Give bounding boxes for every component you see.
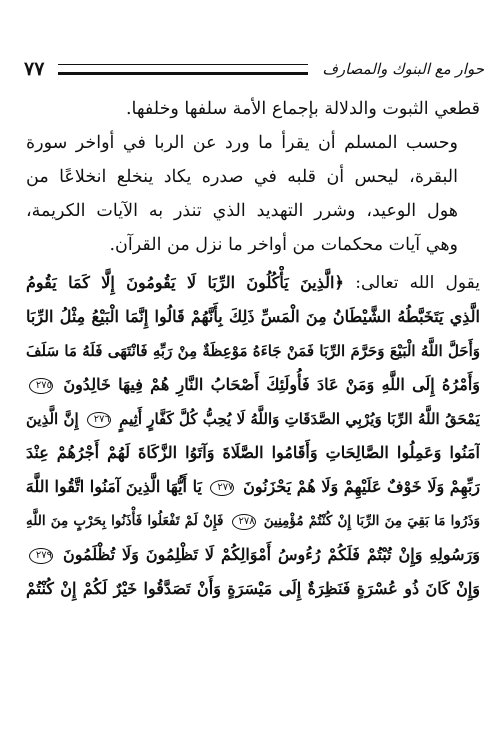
verse-number-marker: ٢٧٦ (87, 412, 111, 428)
paragraph-1 (26, 92, 480, 126)
quran-line (26, 538, 480, 572)
verse-text: وَإِنْ كَانَ ذُو عُسْرَةٍ فَنَظِرَةٌ إِلَى مَيْسَرَةٍ وَأَنْ تَصَدَّقُوا خَيْرٌ لَكُمْ إِنْ كُنْتُمْ (26, 579, 480, 598)
verse-text: رَبِّهِمْ وَلَا خَوْفٌ عَلَيْهِمْ وَلَا هُمْ يَحْزَنُونَ (243, 477, 480, 496)
verse-text: وَرَسُولِهِ وَإِنْ تُبْتُمْ فَلَكُمْ رُءُوسُ أَمْوَالِكُمْ لَا تَظْلِمُونَ وَلَا تُظْلَمُونَ (62, 545, 480, 564)
quran-line (26, 368, 480, 402)
page-body (26, 92, 480, 606)
verse-text: آمَنُوا وَعَمِلُوا الصَّالِحَاتِ وَأَقَامُوا الصَّلَاةَ وَآتَوُا الزَّكَاةَ لَهُمْ أَجْرُهُمْ عِنْدَ (26, 443, 480, 462)
verse-text: الَّذِي يَتَخَبَّطُهُ الشَّيْطَانُ مِنَ الْمَسِّ ذَلِكَ بِأَنَّهُمْ قَالُوا إِنَّمَا الْبَيْعُ مِثْلُ الرِّبَا (26, 307, 480, 326)
quran-line (26, 334, 480, 368)
quran-line (26, 504, 480, 538)
verse-text: فَإِنْ لَمْ تَفْعَلُوا فَأْذَنُوا بِحَرْبٍ مِنَ اللَّهِ (26, 513, 224, 529)
page-header (24, 56, 484, 82)
text-line: هول الوعيد، وشرر التهديد الذي تنذر به الآيات الكريمة، (26, 201, 458, 221)
quran-quote (26, 266, 480, 606)
quran-line (26, 266, 480, 300)
verse-number-marker: ٢٧٩ (29, 548, 53, 564)
quran-line (26, 470, 480, 504)
paragraph-2 (26, 126, 480, 262)
quran-line (26, 300, 480, 334)
header-rule (58, 64, 308, 75)
verse-number-marker: ٢٧٧ (210, 480, 234, 496)
text-line: قطعي الثبوت والدلالة بإجماع الأمة سلفها وخلفها. (125, 99, 480, 119)
quran-line (26, 402, 480, 436)
verse-number-marker: ٢٧٨ (232, 514, 256, 530)
text-line: البقرة، ليحس أن قلبه في صدره يكاد ينخلع انخلاعًا من (26, 167, 458, 187)
quote-intro: يقول الله تعالى: (355, 273, 480, 293)
quran-line (26, 436, 480, 470)
text-line: وحسب المسلم أن يقرأ ما ورد عن الربا في أواخر سورة (26, 133, 458, 153)
verse-text: وَأَمْرُهُ إِلَى اللَّهِ وَمَنْ عَادَ فَأُولَئِكَ أَصْحَابُ النَّارِ هُمْ فِيهَا خَالِدُونَ (63, 375, 480, 394)
verse-text: إِنَّ الَّذِينَ (26, 410, 79, 428)
verse-text: ﴿الَّذِينَ يَأْكُلُونَ الرِّبَا لَا يَقُومُونَ إِلَّا كَمَا يَقُومُ (26, 273, 344, 292)
verse-text: يَمْحَقُ اللَّهُ الرِّبَا وَيُرْبِي الصَّدَقَاتِ وَاللَّهُ لَا يُحِبُّ كُلَّ كَفَّارٍ أَثِيمٍ (119, 410, 480, 428)
verse-text: وَأَحَلَّ اللَّهُ الْبَيْعَ وَحَرَّمَ الرِّبَا فَمَنْ جَاءَهُ مَوْعِظَةٌ مِنْ رَبِّهِ فَانْتَهَى فَلَهُ مَا سَلَفَ (26, 342, 480, 360)
verse-number-marker: ٢٧٥ (29, 378, 53, 394)
page-number: ٧٧ (24, 58, 45, 80)
verse-text: وَذَرُوا مَا بَقِيَ مِنَ الرِّبَا إِنْ كُنْتُمْ مُؤْمِنِينَ (263, 513, 480, 529)
verse-text: يَا أَيُّهَا الَّذِينَ آمَنُوا اتَّقُوا اللَّهَ (26, 477, 202, 496)
running-title: حوار مع البنوك والمصارف (322, 60, 484, 78)
quran-line (26, 572, 480, 606)
text-line: وهي آيات محكمات من أواخر ما نزل من القرآن. (109, 235, 458, 255)
